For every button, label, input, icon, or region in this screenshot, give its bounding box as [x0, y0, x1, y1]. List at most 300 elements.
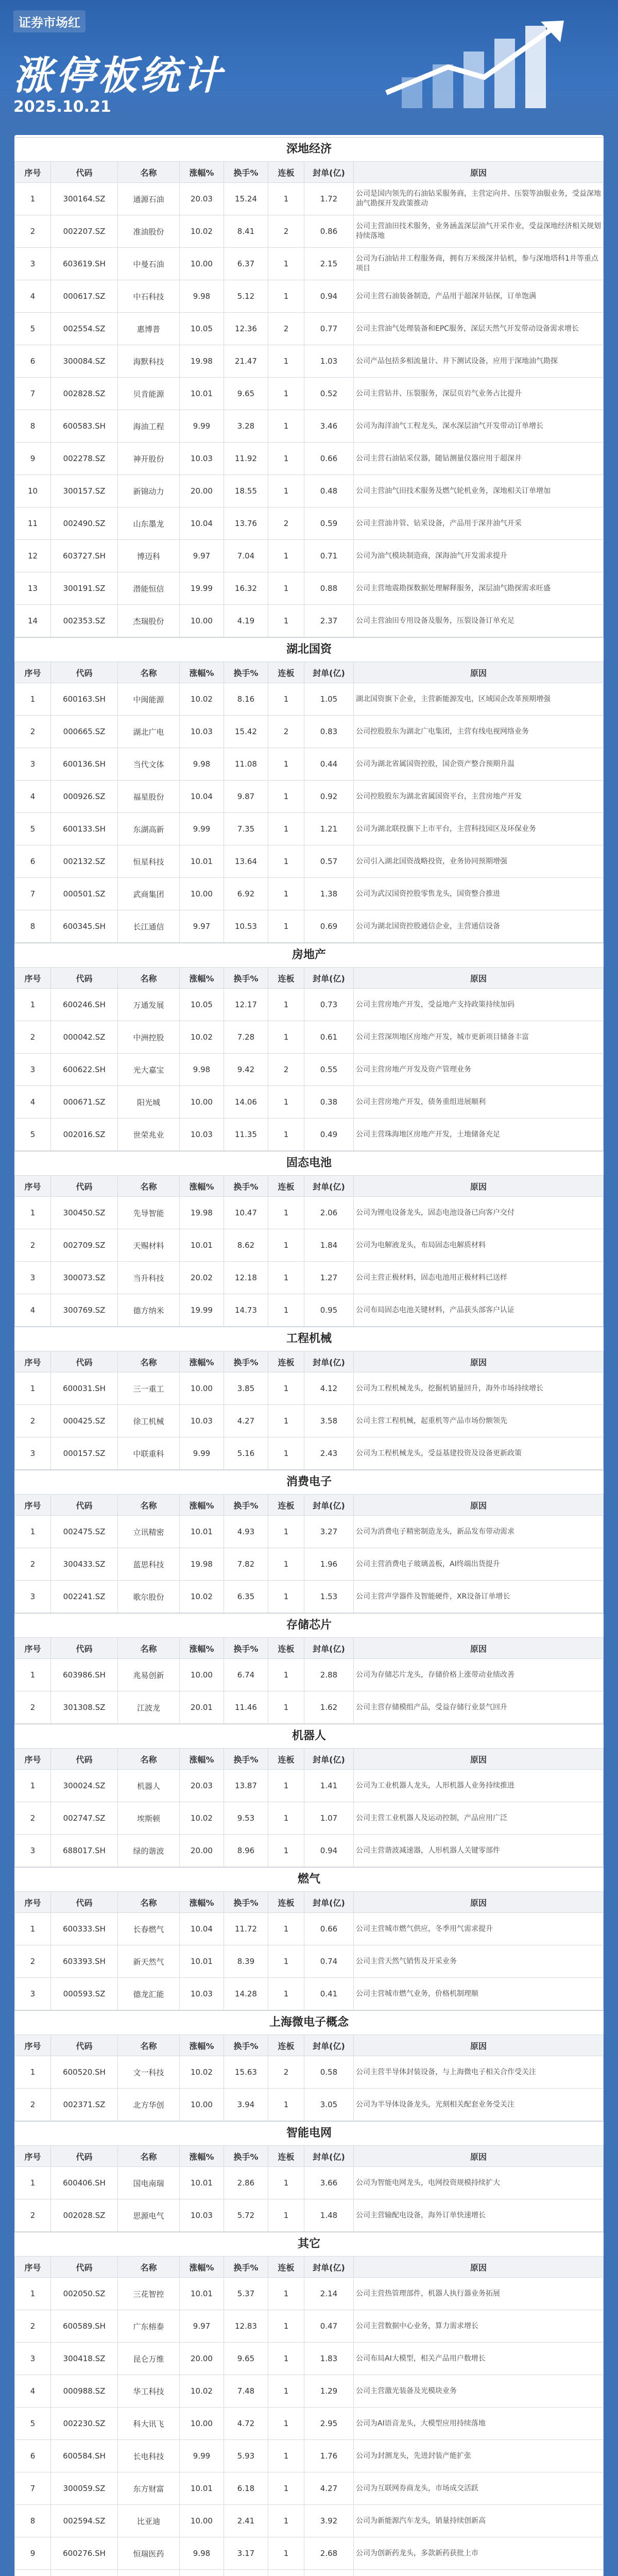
table-row	[15, 183, 604, 215]
table-cell: 002132.SZ	[51, 845, 118, 878]
table-row	[15, 507, 604, 540]
table-cell: 603619.SH	[51, 248, 118, 280]
column-header: 原因	[354, 968, 604, 989]
stock-table	[14, 662, 604, 943]
table-cell: 三花智控	[118, 2278, 180, 2310]
column-header: 换手%	[224, 968, 268, 989]
table-cell: 1	[15, 683, 51, 716]
table-cell: 1.05	[304, 683, 354, 716]
table-row	[15, 410, 604, 443]
table-cell: 11.72	[224, 1913, 268, 1945]
table-cell: 002747.SZ	[51, 1802, 118, 1835]
table-cell: 公司主营激光装备及光模块业务	[354, 2375, 604, 2408]
table-cell: 0.74	[304, 1945, 354, 1978]
table-cell: 公司引入湖北国资战略投资，业务协同预期增强	[354, 845, 604, 878]
table-cell: 2.43	[304, 1437, 354, 1470]
table-cell: 7	[15, 2472, 51, 2505]
table-cell: 603393.SH	[51, 1945, 118, 1978]
table-cell: 华工科技	[118, 2375, 180, 2408]
table-cell: 7.04	[224, 540, 268, 572]
table-cell: 3	[15, 748, 51, 781]
column-header: 代码	[51, 2035, 118, 2056]
table-cell: 0.41	[304, 1978, 354, 2010]
column-header: 原因	[354, 1892, 604, 1913]
table-cell: 公司主营城市燃气供应，冬季用气需求提升	[354, 1913, 604, 1945]
table-cell: 比亚迪	[118, 2505, 180, 2537]
table-row	[15, 2167, 604, 2199]
column-header: 序号	[15, 162, 51, 183]
header-banner	[0, 0, 618, 117]
column-header: 换手%	[224, 662, 268, 683]
table-cell: 2.68	[304, 2537, 354, 2570]
table-cell: 2	[15, 1691, 51, 1724]
brand-logo: 证券市场红	[13, 10, 85, 32]
table-cell: 2	[15, 1405, 51, 1437]
table-cell	[224, 2570, 268, 2576]
table-cell: 1.84	[304, 1229, 354, 1262]
table-row	[15, 1054, 604, 1086]
table-cell: 0.88	[304, 572, 354, 605]
table-cell: 惠博普	[118, 313, 180, 345]
table-cell: 1	[268, 2199, 304, 2232]
table-cell: 公司为消费电子精密制造龙头，新品发布带动需求	[354, 1516, 604, 1548]
table-cell: 东湖高新	[118, 813, 180, 845]
report-date: 2025.10.21	[13, 98, 111, 116]
section-1	[14, 137, 604, 637]
table-cell: 文一科技	[118, 2056, 180, 2089]
table-cell: 立讯精密	[118, 1516, 180, 1548]
table-row	[15, 248, 604, 280]
section-3	[14, 943, 604, 1151]
table-cell: 1.03	[304, 345, 354, 378]
table-cell: 公司主营油气处理装备和EPC服务，深层天然气开发带动设备需求增长	[354, 313, 604, 345]
table-cell: 9.98	[180, 280, 224, 313]
table-cell: 公司主营工业机器人及运动控制，产品应用广泛	[354, 1802, 604, 1835]
table-cell: 5.93	[224, 2440, 268, 2472]
table-cell: 1	[268, 605, 304, 637]
column-header: 涨幅%	[180, 2146, 224, 2167]
table-row	[15, 1978, 604, 2010]
table-cell: 9.98	[180, 2537, 224, 2570]
column-header: 原因	[354, 2035, 604, 2056]
column-header: 连板	[268, 1176, 304, 1197]
table-cell: 公司为湖北省属国资控股，国企资产整合预期升温	[354, 748, 604, 781]
table-cell: 300450.SZ	[51, 1197, 118, 1229]
table-cell: 10.01	[180, 845, 224, 878]
column-header: 连板	[268, 1749, 304, 1770]
column-header: 序号	[15, 1892, 51, 1913]
table-cell: 6	[15, 345, 51, 378]
table-row	[15, 1086, 604, 1118]
table-cell: 神开股份	[118, 443, 180, 475]
table-row	[15, 475, 604, 507]
table-cell: 9.97	[180, 540, 224, 572]
column-header: 换手%	[224, 162, 268, 183]
table-cell: 公司主营消费电子玻璃盖板，AI终端出货提升	[354, 1548, 604, 1581]
table-cell: 当代文体	[118, 748, 180, 781]
column-header: 封单(亿)	[304, 1351, 354, 1372]
table-cell: 1	[268, 2167, 304, 2199]
table-cell: 9.87	[224, 781, 268, 813]
table-row	[15, 540, 604, 572]
column-header: 名称	[118, 2257, 180, 2278]
table-cell: 中闽能源	[118, 683, 180, 716]
column-header: 名称	[118, 162, 180, 183]
table-cell: 1	[15, 1372, 51, 1405]
table-row	[15, 910, 604, 943]
table-cell: 688017.SH	[51, 1835, 118, 1867]
table-cell: 9.65	[224, 2343, 268, 2375]
table-cell: 公司为半导体设备龙头，光刻相关配套业务受关注	[354, 2089, 604, 2121]
table-cell: 10.00	[180, 1086, 224, 1118]
section-4	[14, 1151, 604, 1327]
table-cell: 15.24	[224, 183, 268, 215]
table-cell: 3	[15, 248, 51, 280]
table-cell: 公司控股股东为湖北省属国资平台，主营房地产开发	[354, 781, 604, 813]
table-cell: 19.98	[180, 1197, 224, 1229]
table-cell: 3.27	[304, 1516, 354, 1548]
table-cell: 300164.SZ	[51, 183, 118, 215]
table-cell: 1	[268, 1913, 304, 1945]
table-row	[15, 1437, 604, 1470]
table-cell: 10.01	[180, 2278, 224, 2310]
table-cell: 1	[268, 1945, 304, 1978]
table-cell: 10.01	[180, 1229, 224, 1262]
table-row	[15, 1405, 604, 1437]
table-cell: 公司主营城市燃气业务，价格机制理顺	[354, 1978, 604, 2010]
table-cell: 0.58	[304, 2056, 354, 2089]
table-cell	[15, 2570, 51, 2576]
table-cell	[51, 2570, 118, 2576]
table-cell: 0.52	[304, 378, 354, 410]
table-cell: 600333.SH	[51, 1913, 118, 1945]
table-cell: 002230.SZ	[51, 2408, 118, 2440]
table-cell: 3.28	[224, 410, 268, 443]
table-cell: 公司为工程机械龙头，挖掘机销量回升，海外市场持续增长	[354, 1372, 604, 1405]
table-cell: 公司控股股东为湖北广电集团，主营有线电视网络业务	[354, 716, 604, 748]
table-cell: 19.98	[180, 1548, 224, 1581]
table-cell: 0.66	[304, 1913, 354, 1945]
table-cell: 1.96	[304, 1548, 354, 1581]
table-cell: 10.01	[180, 1945, 224, 1978]
table-cell: 12.18	[224, 1262, 268, 1294]
table-row	[15, 989, 604, 1021]
table-cell: 000617.SZ	[51, 280, 118, 313]
table-cell: 20.00	[180, 2343, 224, 2375]
column-header: 名称	[118, 2146, 180, 2167]
table-cell: 光大嘉宝	[118, 1054, 180, 1086]
column-header: 代码	[51, 1892, 118, 1913]
table-cell: 10.02	[180, 1581, 224, 1613]
table-cell: 12.17	[224, 989, 268, 1021]
table-cell: 4.93	[224, 1516, 268, 1548]
table-cell: 600246.SH	[51, 989, 118, 1021]
column-header: 连板	[268, 968, 304, 989]
table-cell: 公司为电解液龙头，布局固态电解质材料	[354, 1229, 604, 1262]
table-cell: 新锦动力	[118, 475, 180, 507]
table-cell: 002016.SZ	[51, 1118, 118, 1151]
table-cell: 北方华创	[118, 2089, 180, 2121]
table-row	[15, 878, 604, 910]
table-cell: 1	[268, 2310, 304, 2343]
column-header: 换手%	[224, 2146, 268, 2167]
table-cell: 公司为存储芯片龙头，存储价格上涨带动业绩改善	[354, 1659, 604, 1691]
table-cell	[180, 2570, 224, 2576]
table-cell: 先导智能	[118, 1197, 180, 1229]
table-cell: 绿的谐波	[118, 1835, 180, 1867]
table-cell: 东方财富	[118, 2472, 180, 2505]
table-cell: 昆仑万维	[118, 2343, 180, 2375]
table-cell: 1	[15, 2056, 51, 2089]
table-cell: 1	[268, 1021, 304, 1054]
column-header: 涨幅%	[180, 1749, 224, 1770]
table-cell: 600406.SH	[51, 2167, 118, 2199]
table-cell: 3	[15, 1978, 51, 2010]
table-cell: 000671.SZ	[51, 1086, 118, 1118]
table-cell: 2.14	[304, 2278, 354, 2310]
table-cell: 兆易创新	[118, 1659, 180, 1691]
table-cell: 1	[268, 989, 304, 1021]
table-cell: 0.44	[304, 748, 354, 781]
table-cell: 2	[15, 2310, 51, 2343]
table-cell: 1	[268, 1372, 304, 1405]
table-cell: 3.92	[304, 2505, 354, 2537]
table-cell: 10.00	[180, 878, 224, 910]
table-cell: 1	[268, 1978, 304, 2010]
table-row	[15, 2199, 604, 2232]
table-cell: 公司为湖北国资控股通信企业，主营通信设备	[354, 910, 604, 943]
table-row	[15, 313, 604, 345]
table-cell: 中联重科	[118, 1437, 180, 1470]
table-cell: 10.00	[180, 605, 224, 637]
table-cell: 3.17	[224, 2537, 268, 2570]
table-cell: 4.27	[224, 1405, 268, 1437]
table-cell: 8.16	[224, 683, 268, 716]
table-cell: 9.99	[180, 410, 224, 443]
table-row	[15, 1770, 604, 1802]
table-row	[15, 1913, 604, 1945]
column-header: 封单(亿)	[304, 1176, 354, 1197]
table-cell: 恒瑞医药	[118, 2537, 180, 2570]
table-cell: 2	[15, 1021, 51, 1054]
table-cell: 1.72	[304, 183, 354, 215]
table-cell: 2.95	[304, 2408, 354, 2440]
table-cell: 11.08	[224, 748, 268, 781]
table-cell: 10.01	[180, 378, 224, 410]
table-cell: 1	[268, 2505, 304, 2537]
table-cell: 9.99	[180, 2440, 224, 2472]
table-cell: 11	[15, 507, 51, 540]
stock-table	[14, 2256, 604, 2576]
table-cell: 3	[15, 1835, 51, 1867]
table-row	[15, 1835, 604, 1867]
table-cell: 002278.SZ	[51, 443, 118, 475]
table-cell: 5	[15, 1118, 51, 1151]
table-cell: 蓝思科技	[118, 1548, 180, 1581]
table-cell: 公司主营房地产开发，受益地产支持政策持续加码	[354, 989, 604, 1021]
column-header: 涨幅%	[180, 1495, 224, 1516]
table-cell: 海默科技	[118, 345, 180, 378]
table-row	[15, 280, 604, 313]
table-cell	[304, 2570, 354, 2576]
table-cell: 公司主营谐波减速器，人形机器人关键零部件	[354, 1835, 604, 1867]
table-cell: 公司产品包括多相流量计、井下测试设备，应用于深地油气勘探	[354, 345, 604, 378]
table-cell: 4	[15, 1294, 51, 1327]
table-cell: 1	[268, 1581, 304, 1613]
table-cell: 4	[15, 781, 51, 813]
column-header: 序号	[15, 1176, 51, 1197]
table-cell: 公司为AI语音龙头，大模型应用持续落地	[354, 2408, 604, 2440]
table-cell: 5.16	[224, 1437, 268, 1470]
column-header: 序号	[15, 1638, 51, 1659]
table-cell: 002371.SZ	[51, 2089, 118, 2121]
column-header: 涨幅%	[180, 1892, 224, 1913]
table-cell: 1	[15, 1516, 51, 1548]
column-header: 名称	[118, 662, 180, 683]
table-cell: 长春燃气	[118, 1913, 180, 1945]
table-cell: 公司为湖北联投旗下上市平台，主营科技园区及环保业务	[354, 813, 604, 845]
table-cell: 10.01	[180, 2472, 224, 2505]
table-cell: 1	[268, 1405, 304, 1437]
table-row	[15, 2278, 604, 2310]
table-cell: 1	[268, 1262, 304, 1294]
table-cell: 4	[15, 280, 51, 313]
table-cell: 3	[15, 1054, 51, 1086]
table-cell: 300191.SZ	[51, 572, 118, 605]
section-title: 深地经济	[286, 143, 332, 156]
table-cell: 12.83	[224, 2310, 268, 2343]
table-cell: 6.35	[224, 1581, 268, 1613]
table-cell: 10.03	[180, 1978, 224, 2010]
table-cell: 1	[268, 345, 304, 378]
table-cell: 002709.SZ	[51, 1229, 118, 1262]
table-row	[15, 2310, 604, 2343]
column-header: 名称	[118, 1351, 180, 1372]
table-cell: 0.95	[304, 1294, 354, 1327]
table-row	[15, 2089, 604, 2121]
table-cell: 10.00	[180, 248, 224, 280]
table-cell: 江波龙	[118, 1691, 180, 1724]
table-cell: 10.02	[180, 1021, 224, 1054]
table-cell: 600520.SH	[51, 2056, 118, 2089]
table-cell: 2.37	[304, 605, 354, 637]
column-header: 换手%	[224, 2257, 268, 2278]
table-cell: 公司为石油钻井工程服务商，拥有万米级深井钻机，参与深地塔科1井等重点项目	[354, 248, 604, 280]
column-header: 原因	[354, 662, 604, 683]
table-cell: 潜能恒信	[118, 572, 180, 605]
table-cell: 300084.SZ	[51, 345, 118, 378]
table-cell: 公司为封测龙头，先进封装产能扩张	[354, 2440, 604, 2472]
column-header: 换手%	[224, 1176, 268, 1197]
stock-table	[14, 1351, 604, 1470]
table-cell: 10.02	[180, 215, 224, 248]
table-cell: 1	[268, 878, 304, 910]
table-row	[15, 2570, 604, 2576]
table-cell: 0.57	[304, 845, 354, 878]
table-cell: 公司主营油田专用设备及服务，压裂设备订单充足	[354, 605, 604, 637]
stock-table	[14, 1494, 604, 1613]
table-cell: 1	[268, 443, 304, 475]
table-cell: 9.42	[224, 1054, 268, 1086]
table-row	[15, 2440, 604, 2472]
stock-table	[14, 1748, 604, 1867]
table-cell: 7	[15, 378, 51, 410]
table-cell: 公司主营深圳地区房地产开发，城市更新项目储备丰富	[354, 1021, 604, 1054]
table-row	[15, 1802, 604, 1835]
table-cell: 1	[268, 1118, 304, 1151]
table-cell: 1.27	[304, 1262, 354, 1294]
section-title: 其它	[297, 2238, 320, 2250]
stock-table	[14, 1637, 604, 1724]
column-header: 连板	[268, 2035, 304, 2056]
column-header: 换手%	[224, 1351, 268, 1372]
table-cell: 1	[268, 540, 304, 572]
column-header: 序号	[15, 1495, 51, 1516]
table-cell: 000926.SZ	[51, 781, 118, 813]
table-cell: 300418.SZ	[51, 2343, 118, 2375]
table-row	[15, 683, 604, 716]
table-cell: 8.96	[224, 1835, 268, 1867]
table-cell: 7	[15, 878, 51, 910]
table-cell: 3.85	[224, 1372, 268, 1405]
table-cell: 三一重工	[118, 1372, 180, 1405]
table-cell: 8	[15, 2505, 51, 2537]
column-header: 原因	[354, 1351, 604, 1372]
table-cell: 1	[268, 2537, 304, 2570]
table-row	[15, 1945, 604, 1978]
table-cell: 2	[268, 215, 304, 248]
table-cell: 300059.SZ	[51, 2472, 118, 2505]
column-header: 连板	[268, 1638, 304, 1659]
table-cell: 20.02	[180, 1262, 224, 1294]
table-cell: 6.92	[224, 878, 268, 910]
table-cell: 3.05	[304, 2089, 354, 2121]
table-cell: 国电南瑞	[118, 2167, 180, 2199]
table-cell: 1	[268, 2343, 304, 2375]
column-header: 序号	[15, 2035, 51, 2056]
table-cell: 600583.SH	[51, 410, 118, 443]
column-header: 换手%	[224, 1892, 268, 1913]
table-cell: 武商集团	[118, 878, 180, 910]
table-cell: 公司布局AI大模型，相关产品用户数增长	[354, 2343, 604, 2375]
table-cell: 通源石油	[118, 183, 180, 215]
table-cell: 1.83	[304, 2343, 354, 2375]
table-cell: 9.99	[180, 813, 224, 845]
table-cell: 0.61	[304, 1021, 354, 1054]
table-cell: 恒星科技	[118, 845, 180, 878]
table-cell: 1	[15, 1913, 51, 1945]
table-cell: 20.03	[180, 1770, 224, 1802]
sections-container	[14, 135, 604, 2576]
table-cell: 002353.SZ	[51, 605, 118, 637]
column-header: 换手%	[224, 1495, 268, 1516]
table-cell: 9.99	[180, 1437, 224, 1470]
table-row	[15, 1659, 604, 1691]
table-cell: 3	[15, 1581, 51, 1613]
table-row	[15, 1294, 604, 1327]
table-cell: 公司为智能电网龙头，电网投资规模持续扩大	[354, 2167, 604, 2199]
table-cell: 002028.SZ	[51, 2199, 118, 2232]
table-cell: 14.28	[224, 1978, 268, 2010]
column-header: 原因	[354, 1638, 604, 1659]
table-cell: 万通发展	[118, 989, 180, 1021]
table-cell: 0.92	[304, 781, 354, 813]
column-header: 代码	[51, 1749, 118, 1770]
table-cell: 0.94	[304, 280, 354, 313]
table-row	[15, 2537, 604, 2570]
table-row	[15, 1229, 604, 1262]
table-cell: 002490.SZ	[51, 507, 118, 540]
